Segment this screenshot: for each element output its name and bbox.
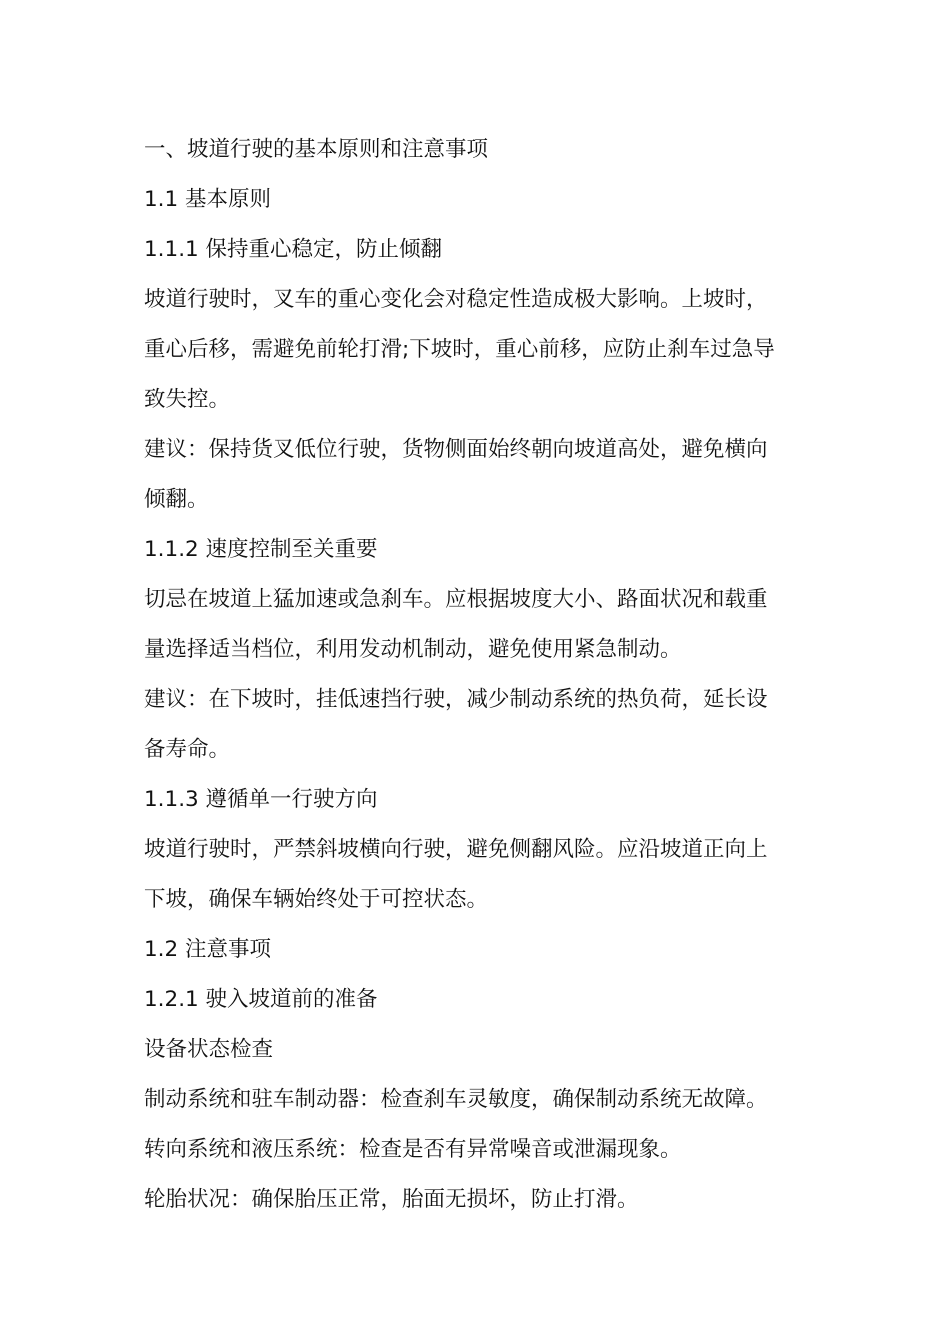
subsection-heading-1-2-1: 1.2.1 驶入坡道前的准备 bbox=[144, 987, 378, 1012]
subsection-heading-1-2: 1.2 注意事项 bbox=[144, 937, 272, 962]
document-body bbox=[144, 125, 814, 1225]
subsection-heading-1-1: 1.1 基本原则 bbox=[144, 187, 272, 212]
paragraph-line: 坡道行驶时，严禁斜坡横向行驶，避免侧翻风险。应沿坡道正向上 bbox=[144, 837, 768, 862]
suggestion-line: 倾翻。 bbox=[144, 487, 209, 512]
paragraph-line: 切忌在坡道上猛加速或急刹车。应根据坡度大小、路面状况和载重 bbox=[144, 587, 768, 612]
suggestion-line: 建议：在下坡时，挂低速挡行驶，减少制动系统的热负荷，延长设 bbox=[144, 687, 768, 712]
paragraph-line: 坡道行驶时，叉车的重心变化会对稳定性造成极大影响。上坡时， bbox=[144, 287, 768, 312]
checklist-line: 轮胎状况：确保胎压正常，胎面无损坏，防止打滑。 bbox=[144, 1187, 639, 1212]
paragraph-line: 致失控。 bbox=[144, 387, 231, 412]
checklist-line: 转向系统和液压系统：检查是否有异常噪音或泄漏现象。 bbox=[144, 1137, 682, 1162]
suggestion-line: 备寿命。 bbox=[144, 737, 231, 762]
topic-heading: 设备状态检查 bbox=[144, 1037, 274, 1062]
paragraph-line: 重心后移，需避免前轮打滑;下坡时，重心前移，应防止刹车过急导 bbox=[144, 337, 775, 362]
paragraph-line: 量选择适当档位，利用发动机制动，避免使用紧急制动。 bbox=[144, 637, 682, 662]
section-heading-1: 一、坡道行驶的基本原则和注意事项 bbox=[144, 137, 489, 162]
paragraph-line: 下坡，确保车辆始终处于可控状态。 bbox=[144, 887, 489, 912]
subsection-heading-1-1-3: 1.1.3 遵循单一行驶方向 bbox=[144, 787, 378, 812]
subsection-heading-1-1-2: 1.1.2 速度控制至关重要 bbox=[144, 537, 378, 562]
checklist-line: 制动系统和驻车制动器：检查刹车灵敏度，确保制动系统无故障。 bbox=[144, 1087, 768, 1112]
suggestion-line: 建议：保持货叉低位行驶，货物侧面始终朝向坡道高处，避免横向 bbox=[144, 437, 768, 462]
subsection-heading-1-1-1: 1.1.1 保持重心稳定，防止倾翻 bbox=[144, 237, 443, 262]
